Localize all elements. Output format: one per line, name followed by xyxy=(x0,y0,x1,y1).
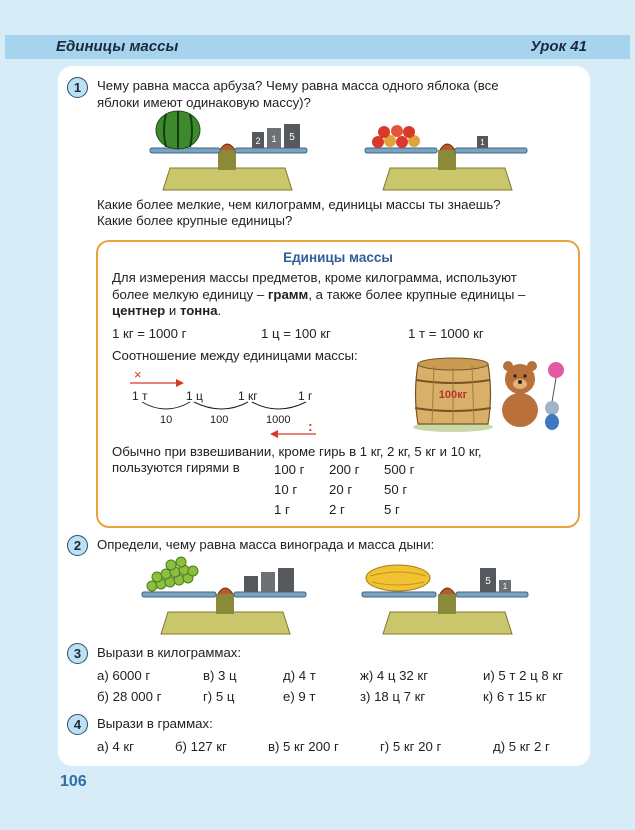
rule-term-centner: центнер xyxy=(112,303,166,318)
task-4-item: б) 127 кг xyxy=(175,739,227,754)
barrel-label: 100кг xyxy=(438,389,468,401)
task-3-item: б) 28 000 г xyxy=(97,689,162,704)
weight-grid-cell: 2 г xyxy=(329,502,345,517)
task-4-text: Вырази в граммах: xyxy=(97,716,213,731)
task-3-item: з) 18 ц 7 кг xyxy=(360,689,426,704)
rule-term-gram: грамм xyxy=(267,287,309,302)
weight-grid-cell: 20 г xyxy=(329,482,353,497)
scale-melon-illustration xyxy=(360,556,535,636)
weight-label: 1 xyxy=(271,134,277,144)
task-1-question-line1: Чему равна масса арбуза? Чему равна масса одного яблока (все xyxy=(97,78,499,93)
task-1-question2-line2: Какие более крупные единицы? xyxy=(97,213,293,228)
task-3-text: Вырази в килограммах: xyxy=(97,645,242,660)
barrel-bear-illustration xyxy=(408,352,576,434)
page-title: Единицы массы xyxy=(56,38,179,55)
weight-label: 2 xyxy=(255,136,261,146)
task-3-item: а) 6000 г xyxy=(97,668,151,683)
rule-text-line1: Для измерения массы предметов, кроме килограмма, используют xyxy=(112,270,517,285)
task-4-item: д) 5 кг 2 г xyxy=(493,739,550,754)
factor-label: 1000 xyxy=(266,414,291,426)
page-number: 106 xyxy=(60,773,87,790)
equation-kg-g: 1 кг = 1000 г xyxy=(112,326,187,341)
task-2-text: Определи, чему равна масса винограда и масса дыни: xyxy=(97,537,435,552)
rule-term-tonna: тонна xyxy=(179,303,218,318)
lesson-number: Урок 41 xyxy=(530,38,587,55)
relation-caption: Соотношение между единицами массы: xyxy=(112,348,358,363)
weight-grid-cell: 1 г xyxy=(274,502,290,517)
weight-label: 1 xyxy=(480,138,485,147)
divide-sign: : xyxy=(308,418,313,434)
rule-text-part: , а также более крупные единицы – xyxy=(308,287,526,302)
task-3-item: д) 4 т xyxy=(283,668,316,683)
task-2-number: 2 xyxy=(67,535,88,556)
unit-label: 1 т xyxy=(132,389,148,403)
task-1-question2-line1: Какие более мелкие, чем килограмм, единицы массы ты знаешь? xyxy=(97,197,501,212)
weight-grid-cell: 500 г xyxy=(384,462,415,477)
rule-text-part: и xyxy=(165,303,180,318)
scale-apples-illustration xyxy=(360,108,535,192)
weight-grid-cell: 50 г xyxy=(384,482,408,497)
weight-label: 1 xyxy=(502,582,508,591)
scale-watermelon-illustration xyxy=(140,108,315,192)
task-3-item: к) 6 т 15 кг xyxy=(483,689,547,704)
task-1-question-line2: яблоки имеют одинаковую массу)? xyxy=(97,95,311,110)
task-3-item: ж) 4 ц 32 кг xyxy=(360,668,429,683)
task-3-item: е) 9 т xyxy=(283,689,316,704)
task-4-number: 4 xyxy=(67,714,88,735)
unit-label: 1 ц xyxy=(186,389,203,403)
rule-text-line3 xyxy=(112,302,221,320)
task-4-item: в) 5 кг 200 г xyxy=(268,739,339,754)
equation-t-kg: 1 т = 1000 кг xyxy=(408,326,484,341)
rule-text-part: . xyxy=(217,303,222,318)
task-4-item: г) 5 кг 20 г xyxy=(380,739,442,754)
units-relation-diagram xyxy=(120,364,340,442)
weight-grid-cell: 10 г xyxy=(274,482,298,497)
task-3-number: 3 xyxy=(67,643,88,664)
weight-grid-cell: 200 г xyxy=(329,462,360,477)
equation-c-kg: 1 ц = 100 кг xyxy=(261,326,331,341)
scale-grapes-illustration xyxy=(138,556,313,636)
task-1-number: 1 xyxy=(67,77,88,98)
weight-grid-cell: 5 г xyxy=(384,502,400,517)
task-3-item: и) 5 т 2 ц 8 кг xyxy=(483,668,563,683)
factor-label: 100 xyxy=(210,414,229,426)
weight-label: 5 xyxy=(289,132,295,143)
task-3-item: г) 5 ц xyxy=(203,689,235,704)
weight-label: 5 xyxy=(485,576,491,587)
unit-label: 1 кг xyxy=(238,389,258,403)
rule-text-part: более мелкую единицу – xyxy=(112,287,268,302)
factor-label: 10 xyxy=(160,414,173,426)
rule-box-title: Единицы массы xyxy=(283,250,393,265)
weight-grid-cell: 100 г xyxy=(274,462,305,477)
task-4-item: а) 4 кг xyxy=(97,739,134,754)
task-3-item: в) 3 ц xyxy=(203,668,237,683)
weighing-line2: пользуются гирями в xyxy=(112,460,240,475)
weighing-line1: Обычно при взвешивании, кроме гирь в 1 кг, 2 кг, 5 кг и 10 кг, xyxy=(112,444,482,459)
multiply-sign: × xyxy=(134,367,142,382)
unit-label: 1 г xyxy=(298,389,313,403)
